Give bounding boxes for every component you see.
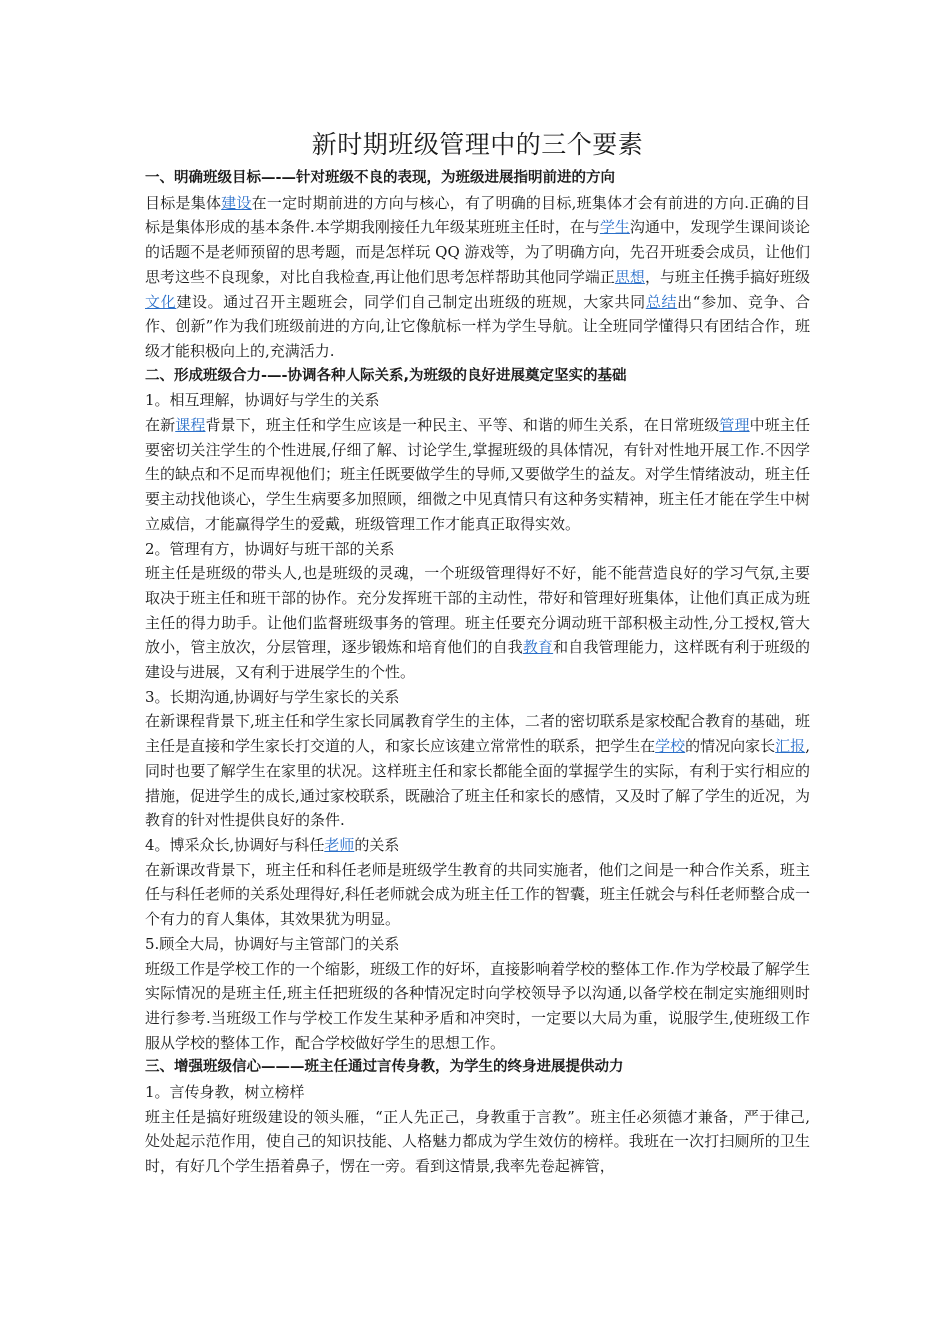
text-run: ，与班主任携手搞好班级 [644,267,810,286]
document-title: 新时期班级管理中的三个要素 [311,130,644,159]
text-run: 在一定时期前进的方向与核心，有了明确的目标,班集体才会有前进的方向.正确的目标是集体形成的基本条件.本学期我刚接任九年级某班班主任时，在与 [145,193,810,237]
section-heading [145,1055,810,1080]
inline-link[interactable]: 总结 [645,292,678,311]
paragraph [145,957,810,1056]
section-heading [145,364,810,389]
inline-link[interactable]: 学生 [599,218,630,237]
text-run: 5.顾全大局，协调好与主管部门的关系 [145,934,400,953]
inline-link[interactable]: 思想 [614,267,645,286]
text-run: 二、形成班级合力-—-协调各种人际关系,为班级的良好进展奠定坚实的基础 [145,367,627,384]
inline-link[interactable]: 汇报 [775,737,806,756]
text-run: 1。言传身教，树立榜样 [145,1083,305,1102]
inline-link[interactable]: 建设 [221,193,252,212]
text-run: 三、增强班级信心———班主任通过言传身教，为学生的终身进展提供动力 [145,1059,624,1076]
text-run: 背景下，班主任和学生应该是一种民主、平等、和谐的师生关系，在日常班级 [205,416,720,435]
text-run: 的情况向家长 [685,737,776,756]
paragraph [145,413,810,537]
paragraph [145,858,810,932]
document-page [145,128,810,1179]
text-run: ,同时也要了解学生在家里的状况。这样班主任和家长都能全面的掌握学生的实际，有利于实行相应的措施，促进学生的成长,通过家校联系，既融洽了班主任和家长的感情，又及时了解了学生的近况，为教育的针对性提供良好的条件. [145,737,810,830]
text-run: 在新 [145,416,176,435]
inline-link[interactable]: 老师 [324,835,355,854]
subsection-heading [145,833,810,858]
text-run: 一、明确班级目标—-—针对班级不良的表现，为班级进展指明前进的方向 [145,170,616,186]
text-run: 在新课程背景下,班主任和学生家长同属教育学生的主体，二者的密切联系是家校配合教育的基础，班主任是直接和学生家长打交道的人，和家长应该建立常常性的联系，把学生在 [145,712,810,756]
subsection-heading [145,932,810,957]
text-run: 目标是集体 [145,193,222,212]
paragraph [145,561,810,685]
text-run: 班级工作是学校工作的一个缩影，班级工作的好坏，直接影响着学校的整体工作.作为学校最了解学生实际情况的是班主任,班主任把班级的各种情况定时向学校领导予以沟通,以备学校在制定实施细则时进行参考.当班级工作与学校工作发生某种矛盾和冲突时，一定要以大局为重，说服学生,使班级工作服从学校的整体工作，配合学校做好学生的思想工作。 [145,959,810,1052]
text-run: 2。管理有方，协调好与班干部的关系 [145,539,395,558]
inline-link[interactable]: 管理 [719,416,750,435]
section-heading [145,166,810,191]
text-run: 在新课改背景下，班主任和科任老师是班级学生教育的共同实施者，他们之间是一种合作关系，班主任与科任老师的关系处理得好,科任老师就会成为班主任工作的智囊，班主任就会与科任老师整合成一个有力的育人集体，其效果犹为明显。 [145,860,810,929]
inline-link[interactable]: 教育 [522,638,554,657]
inline-link[interactable]: 文化 [145,292,177,311]
text-run: 的关系 [354,835,400,854]
subsection-heading [145,388,810,413]
text-run: 班主任是班级的带头人,也是班级的灵魂，一个班级管理得好不好，能不能营造良好的学习气氛,主要取决于班主任和班干部的协作。充分发挥班干部的主动性，带好和管理好班集体，让他们真正成为班主任的得力助手。让他们监督班级事务的管理。班主任要充分调动班干部积极主动性,分工授权,管大放小，管主放次，分层管理，逐步锻炼和培育他们的自我 [145,564,810,657]
subsection-heading [145,685,810,710]
text-run: 1。相互理解，协调好与学生的关系 [145,391,380,410]
text-run: 沟通中，发现学生课间谈论的话题不是老师预留的思考题，而是怎样玩 QQ 游戏等，为了明确方向，先召开班委会成员，让他们思考这些不良现象，对比自我检查,再让他们思考怎样帮助其他同学端正 [145,218,810,286]
inline-link[interactable]: 学校 [655,737,686,756]
document-body [145,166,810,1179]
text-run: 建设。通过召开主题班会，同学们自己制定出班级的班规，大家共同 [176,292,646,311]
text-run: 和自我管理能力，这样既有利于班级的建设与进展，又有利于进展学生的个性。 [145,638,810,682]
inline-link[interactable]: 课程 [175,416,206,435]
text-run: 班主任是搞好班级建设的领头雁，“正人先正己，身教重于言教”。班主任必须德才兼备，严于律己,处处起示范作用，使自己的知识技能、人格魅力都成为学生效仿的榜样。我班在一次打扫厕所的卫生时，有好几个学生捂着鼻子，愣在一旁。看到这情景,我率先卷起裤管， [145,1107,810,1176]
text-run: 中班主任要密切关注学生的个性进展,仔细了解、讨论学生,掌握班级的具体情况，有针对性地开展工作.不因学生的缺点和不足而卑视他们；班主任既要做学生的导师,又要做学生的益友。对学生情绪波动，班主任要主动找他谈心，学生生病要多加照顾，细微之中见真情只有这种务实精神，班主任才能在学生中树立威信，才能赢得学生的爱戴，班级管理工作才能真正取得实效。 [145,416,810,533]
paragraph [145,1105,810,1179]
subsection-heading [145,537,810,562]
text-run: 3。长期沟通,协调好与学生家长的关系 [145,687,400,706]
text-run: 出“参加、竞争、合作、创新”作为我们班级前进的方向,让它像航标一样为学生导航。让全班同学懂得只有团结合作，班级才能积极向上的,充满活力. [145,292,810,360]
text-run: 4。博采众长,协调好与科任 [145,835,325,854]
paragraph [145,191,810,364]
paragraph [145,709,810,833]
subsection-heading [145,1080,810,1105]
